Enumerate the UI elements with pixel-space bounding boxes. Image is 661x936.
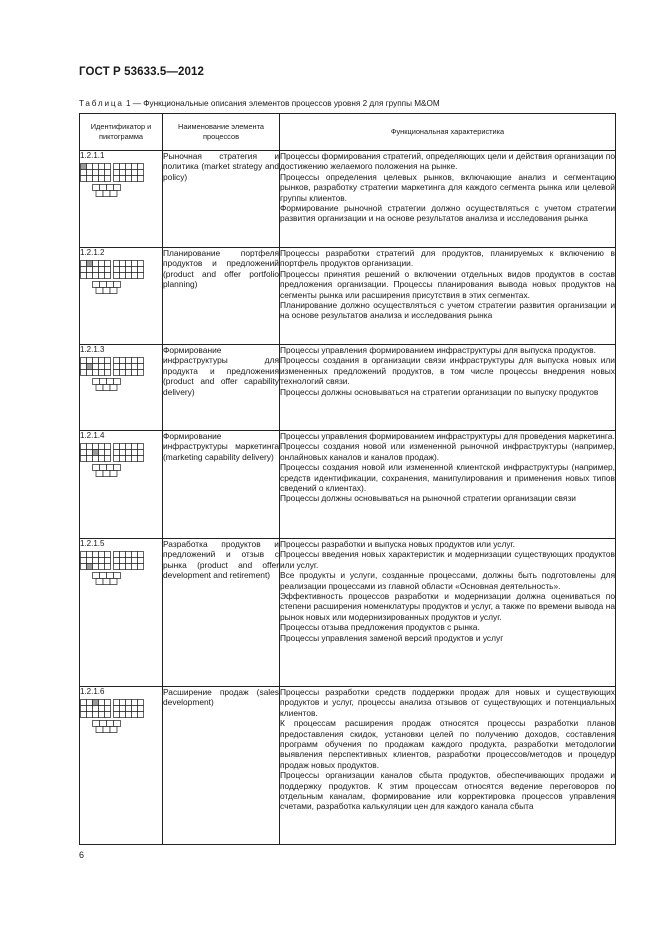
process-description bbox=[280, 151, 616, 248]
process-name: Расширение продаж (sales development) bbox=[163, 687, 280, 845]
description-paragraph: Процессы введения новых характеристик и модернизации существующих продуктов или услуг. bbox=[280, 549, 615, 570]
description-paragraph: Процессы управления заменой версий продуктов и услуг bbox=[280, 632, 504, 643]
description-paragraph: Процессы управления формированием инфраструктуры для проведения маркетинга. bbox=[280, 431, 615, 441]
table-row bbox=[80, 431, 616, 539]
table-row bbox=[80, 539, 616, 687]
process-description bbox=[280, 539, 616, 687]
caption-text: 1 — Функциональные описания элементов процессов уровня 2 для группы M&OM bbox=[123, 99, 440, 108]
process-id: 1.2.1.3 bbox=[80, 345, 105, 354]
process-name: Разработка продуктов и предложений и отзыв с рынка (product and offer development and retirement) bbox=[163, 539, 280, 687]
id-cell bbox=[80, 539, 163, 687]
process-pictogram-icon bbox=[80, 699, 162, 738]
process-pictogram-icon bbox=[80, 443, 162, 482]
description-paragraph: Процессы разработки стратегий для продуктов, планируемых к включению в портфель продуктов организации. bbox=[280, 248, 615, 269]
process-description bbox=[280, 248, 616, 345]
description-paragraph: Процессы должны основываться на рыночной стратегии организации связи bbox=[280, 493, 576, 504]
page-number: 6 bbox=[79, 850, 85, 860]
header-id: Идентификатор и пиктограмма bbox=[80, 114, 163, 151]
process-name: Формирование инфраструктуры для продукта и предложения (product and offer capability delivery) bbox=[163, 345, 280, 431]
caption-label: Таблица bbox=[79, 99, 124, 108]
description-paragraph: Процессы разработки средств поддержки продаж для новых и существующих продуктов и услуг, процессы анализа отзывов от существующих и потенциальных клиентов. bbox=[280, 687, 615, 718]
table-header-row bbox=[80, 114, 616, 151]
description-paragraph: Процессы создания в организации связи инфраструктуры для выпуска новых или измененных предложений продуктов, в том числе процессы внедрения новых технологий связи. bbox=[280, 355, 615, 387]
process-name: Формирование инфраструктуры маркетинга (marketing capability delivery) bbox=[163, 431, 280, 539]
process-pictogram-icon bbox=[80, 551, 162, 590]
table-row bbox=[80, 248, 616, 345]
description-paragraph: Процессы отзыва предложения продуктов с рынка. bbox=[280, 622, 480, 633]
process-name: Рыночная стратегия и политика (market strategy and policy) bbox=[163, 151, 280, 248]
process-id: 1.2.1.4 bbox=[80, 431, 105, 440]
process-name: Планирование портфеля продуктов и предложений (product and offer portfolio planning) bbox=[163, 248, 280, 345]
id-cell bbox=[80, 248, 163, 345]
id-cell bbox=[80, 345, 163, 431]
process-description bbox=[280, 431, 616, 539]
table-row bbox=[80, 151, 616, 248]
process-id: 1.2.1.2 bbox=[80, 248, 105, 257]
process-pictogram-icon bbox=[80, 357, 162, 396]
id-cell bbox=[80, 431, 163, 539]
description-paragraph: Все продукты и услуги, созданные процессами, должны быть подготовлены для реализации процессами из главной области «Основная деятельность». bbox=[280, 570, 615, 591]
table-caption bbox=[79, 99, 440, 108]
process-pictogram-icon bbox=[80, 260, 162, 299]
document-title: ГОСТ Р 53633.5—2012 bbox=[79, 66, 204, 78]
table-body bbox=[80, 151, 616, 845]
process-pictogram-icon bbox=[80, 163, 162, 202]
header-desc: Функциональная характеристика bbox=[280, 114, 616, 151]
process-id: 1.2.1.5 bbox=[80, 539, 105, 548]
description-paragraph: К процессам расширения продаж относятся процессы разработки планов предоставления скидок, установки целей по получению доходов, составления программ обучения по продажам каждого продукта, разработки методологии выявления перспективных клиентов, разработки процессов/методов и процедур продаж новых продуктов. bbox=[280, 718, 615, 770]
description-paragraph: Процессы формирования стратегий, определяющих цели и действия организации по достижению желаемого положения на рынке. bbox=[280, 151, 615, 172]
process-id: 1.2.1.1 bbox=[80, 151, 105, 160]
description-paragraph: Процессы принятия решений о включении отдельных видов продуктов в состав предложения организации. Процессы планирования вывода новых продуктов на сегменты рынка или расширения присутствия в этих сегментах. bbox=[280, 268, 615, 300]
description-paragraph: Эффективность процессов разработки и модернизации должна оцениваться по степени расширения номенклатуры продуктов и услуг, а также по времени вывода на рынок новых или модернизированных продуктов и услуг. bbox=[280, 591, 615, 622]
description-paragraph: Формирование рыночной стратегии должно осуществляться с учетом стратегии развития организации и на основе результатов анализа и исследования рынка bbox=[280, 203, 615, 224]
table-row bbox=[80, 345, 616, 431]
process-description bbox=[280, 345, 616, 431]
table-row bbox=[80, 687, 616, 845]
id-cell bbox=[80, 151, 163, 248]
description-paragraph: Процессы создания новой или измененной рыночной инфраструктуры (например, онлайновых каналов и каналов продаж). bbox=[280, 441, 615, 462]
description-paragraph: Процессы определения целевых рынков, включающие анализ и сегментацию рынков, разработку стратегии маркетинга для каждого сегмента рынка или целевой группы клиентов. bbox=[280, 171, 615, 203]
description-paragraph: Планирование должно осуществляться с учетом стратегии развития организации и на основе результатов анализа и исследования рынка bbox=[280, 300, 615, 321]
description-paragraph: Процессы должны основываться на стратегии организации по выпуску продуктов bbox=[280, 386, 599, 397]
id-cell bbox=[80, 687, 163, 845]
description-paragraph: Процессы управления формированием инфраструктуры для выпуска продуктов. bbox=[280, 345, 596, 355]
description-paragraph: Процессы создания новой или измененной клиентской инфраструктуры (например, средств идентификации, сохранения, манипулирования и применения новых типов сведений о клиентах). bbox=[280, 462, 615, 494]
description-paragraph: Процессы разработки и выпуска новых продуктов или услуг. bbox=[280, 539, 515, 549]
process-id: 1.2.1.6 bbox=[80, 687, 105, 696]
description-paragraph: Процессы организации каналов сбыта продуктов, обеспечивающих продажи и поддержку продуктов. К этим процессам относятся ведение переговоров по отдельным каналам, формирование или корректировка процессов управления счетами, разработка калькуляции цен для каждого канала сбыта bbox=[280, 770, 615, 812]
header-name: Наименование элемента процессов bbox=[163, 114, 280, 151]
process-table bbox=[79, 113, 616, 845]
process-description bbox=[280, 687, 616, 845]
